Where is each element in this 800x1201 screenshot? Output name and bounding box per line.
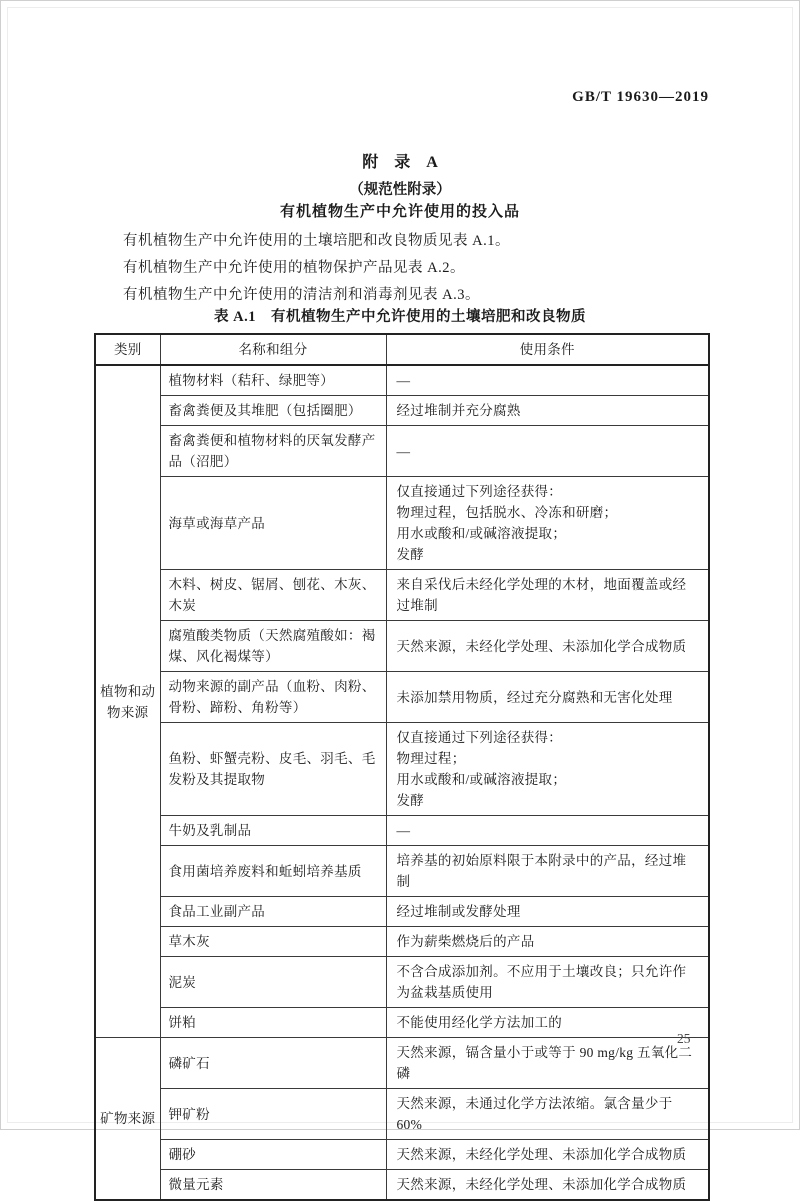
condition-cell: [386, 672, 709, 723]
condition-line: 不含合成添加剂。不应用于土壤改良；只允许作为盆栽基质使用: [396, 964, 687, 1000]
name-cell: 食用菌培养废料和蚯蚓培养基质: [160, 846, 386, 897]
table-row: [95, 1170, 709, 1201]
table-row: [95, 672, 709, 723]
condition-cell: [386, 1008, 709, 1038]
table-row: [95, 1008, 709, 1038]
condition-line: 作为薪柴燃烧后的产品: [396, 934, 535, 949]
condition-cell: [386, 846, 709, 897]
condition-line: 天然来源，未通过化学方法浓缩。氯含量少于 60%: [396, 1096, 673, 1132]
condition-cell: [386, 477, 709, 570]
name-cell: 饼粕: [160, 1008, 386, 1038]
condition-line: 发酵: [396, 793, 425, 808]
appendix-heading: 有机植物生产中允许使用的投入品: [279, 204, 520, 220]
condition-line: 来自采伐后未经化学处理的木材，地面覆盖或经过堆制: [396, 577, 687, 613]
table-caption: 表 A.1 有机植物生产中允许使用的土壤培肥和改良物质: [214, 309, 586, 325]
name-cell: 牛奶及乳制品: [160, 816, 386, 846]
name-cell: 植物材料（秸秆、绿肥等）: [160, 365, 386, 396]
intro-paragraph: 有机植物生产中允许使用的植物保护产品见表 A.2。: [123, 260, 465, 276]
name-cell: 泥炭: [160, 957, 386, 1008]
condition-line: 天然来源，未经化学处理、未添加化学合成物质: [396, 1147, 687, 1162]
table-row: [95, 957, 709, 1008]
condition-line: —: [396, 823, 411, 838]
condition-line: —: [396, 373, 411, 388]
intro-paragraphs: [94, 228, 708, 309]
column-header: 使用条件: [386, 334, 709, 365]
condition-line: 用水或酸和/或碱溶液提取；: [396, 526, 567, 541]
condition-line: 经过堆制并充分腐熟: [396, 403, 521, 418]
condition-line: 培养基的初始原料限于本附录中的产品，经过堆制: [396, 853, 687, 889]
table-body: [95, 365, 709, 1200]
condition-line: 仅直接通过下列途径获得：: [396, 730, 563, 745]
condition-line: 物理过程，包括脱水、冷冻和研磨；: [396, 505, 618, 520]
condition-cell: [386, 1170, 709, 1201]
name-cell: 微量元素: [160, 1170, 386, 1201]
condition-cell: [386, 927, 709, 957]
name-cell: 畜禽粪便及其堆肥（包括圈肥）: [160, 396, 386, 426]
condition-cell: [386, 723, 709, 816]
intro-paragraph: 有机植物生产中允许使用的清洁剂和消毒剂见表 A.3。: [123, 287, 480, 303]
column-header: 名称和组分: [160, 334, 386, 365]
condition-line: 物理过程；: [396, 751, 466, 766]
name-cell: 硼砂: [160, 1140, 386, 1170]
name-cell: 食品工业副产品: [160, 897, 386, 927]
condition-line: 天然来源，镉含量小于或等于 90 mg/kg 五氧化二磷: [396, 1045, 693, 1081]
intro-paragraph: 有机植物生产中允许使用的土壤培肥和改良物质见表 A.1。: [123, 233, 510, 249]
condition-cell: [386, 396, 709, 426]
category-cell: 植物和动物来源: [95, 365, 160, 1038]
condition-line: 发酵: [396, 547, 425, 562]
appendix-subtitle: （规范性附录）: [349, 182, 451, 198]
name-cell: 钾矿粉: [160, 1089, 386, 1140]
name-cell: 鱼粉、虾蟹壳粉、皮毛、羽毛、毛发粉及其提取物: [160, 723, 386, 816]
condition-cell: [386, 1140, 709, 1170]
table-row: [95, 846, 709, 897]
condition-line: 经过堆制或发酵处理: [396, 904, 521, 919]
table-row: [95, 365, 709, 396]
table-row: [95, 621, 709, 672]
appendix-title: 附 录 A: [362, 154, 438, 171]
condition-line: 天然来源，未经化学处理、未添加化学合成物质: [396, 1177, 687, 1192]
category-cell: 矿物来源: [95, 1038, 160, 1201]
page-number: 25: [677, 1031, 691, 1046]
condition-cell: [386, 570, 709, 621]
name-cell: 畜禽粪便和植物材料的厌氧发酵产品（沼肥）: [160, 426, 386, 477]
name-cell: 磷矿石: [160, 1038, 386, 1089]
table-row: [95, 396, 709, 426]
condition-cell: [386, 816, 709, 846]
condition-line: 仅直接通过下列途径获得：: [396, 484, 563, 499]
condition-line: 天然来源，未经化学处理、未添加化学合成物质: [396, 638, 687, 654]
table-row: [95, 570, 709, 621]
condition-line: 用水或酸和/或碱溶液提取；: [396, 772, 567, 787]
condition-line: 不能使用经化学方法加工的: [396, 1015, 563, 1030]
condition-cell: [386, 1089, 709, 1140]
table-row: [95, 1140, 709, 1170]
name-cell: 海草或海草产品: [160, 477, 386, 570]
name-cell: 木料、树皮、锯屑、刨花、木灰、木炭: [160, 570, 386, 621]
condition-cell: [386, 426, 709, 477]
condition-cell: [386, 621, 709, 672]
name-cell: 草木灰: [160, 927, 386, 957]
condition-cell: [386, 957, 709, 1008]
column-header: 类别: [95, 334, 160, 365]
condition-cell: [386, 897, 709, 927]
table-row: [95, 927, 709, 957]
table-row: [95, 1089, 709, 1140]
table-row: [95, 426, 709, 477]
table-row: [95, 723, 709, 816]
condition-cell: [386, 365, 709, 396]
condition-line: —: [396, 443, 411, 459]
name-cell: 腐殖酸类物质（天然腐殖酸如：褐煤、风化褐煤等）: [160, 621, 386, 672]
table-a1-wrap: [94, 333, 708, 1201]
table-header-row: [95, 334, 709, 365]
condition-cell: [386, 1038, 709, 1089]
name-cell: 动物来源的副产品（血粉、肉粉、骨粉、蹄粉、角粉等）: [160, 672, 386, 723]
condition-line: 未添加禁用物质，经过充分腐熟和无害化处理: [396, 689, 673, 705]
table-row: [95, 477, 709, 570]
table-row: [95, 816, 709, 846]
doc-number: GB/T 19630—2019: [572, 89, 709, 105]
table-row: [95, 1038, 709, 1089]
table-a1: [94, 333, 710, 1201]
table-row: [95, 897, 709, 927]
